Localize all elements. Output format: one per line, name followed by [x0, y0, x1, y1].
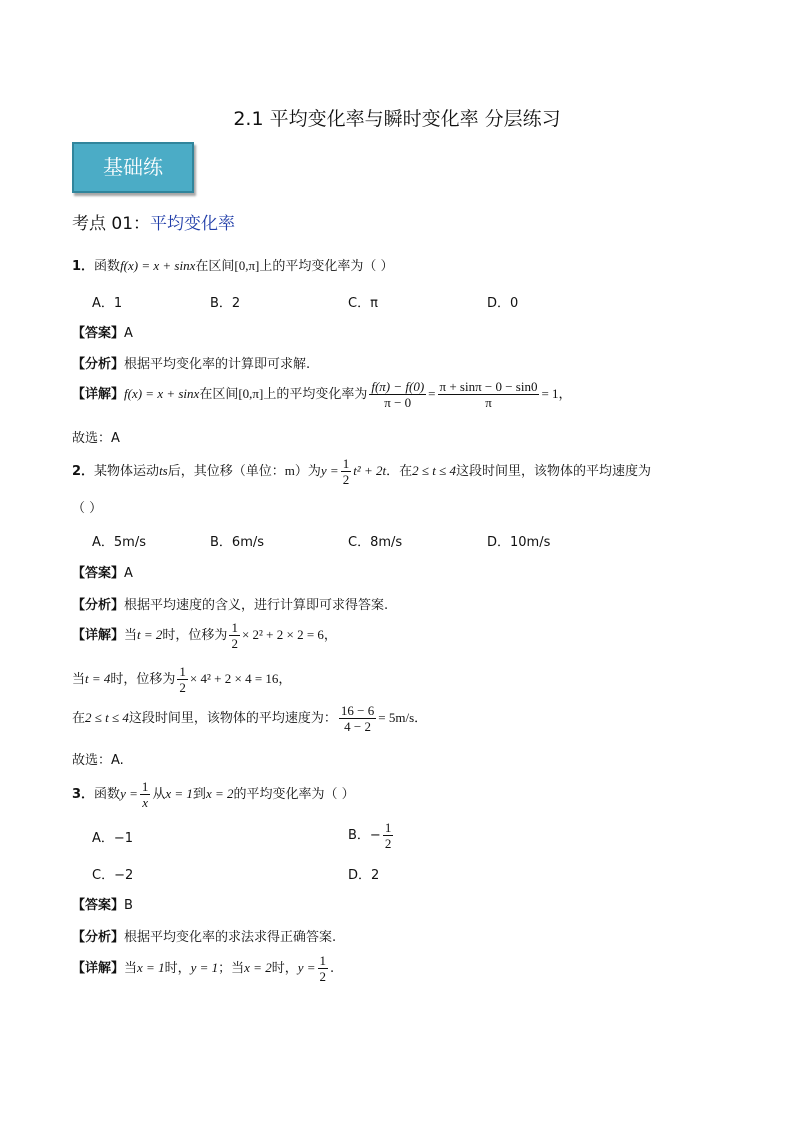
- answer-label: 【答案】: [72, 566, 125, 581]
- analysis-label: 【分析】: [72, 598, 125, 613]
- q2-stem-t: ts: [159, 463, 168, 478]
- detail-label: 【详解】: [72, 387, 125, 402]
- q1-option-c: C．π: [348, 296, 378, 311]
- q1-frac1-num: f(π) − f(0): [371, 379, 425, 394]
- q3-fraction: [140, 779, 151, 810]
- q1-fraction-2: [438, 379, 540, 410]
- q1-detail-mid: 在区间: [199, 387, 239, 402]
- q2-range: 2 ≤ t ≤ 4: [412, 463, 456, 478]
- answer-label: 【答案】: [72, 326, 125, 341]
- q2-option-b: B．6m/s: [210, 535, 265, 550]
- q2-d3-den: 4 − 2: [344, 719, 372, 734]
- q3-analysis: [72, 926, 336, 945]
- q2-d3-b: 这段时间里，该物体的平均速度为：: [128, 711, 337, 726]
- kaodian-heading: [72, 209, 235, 234]
- q2-answer-value: A: [124, 566, 133, 581]
- q3-frac-num: 1: [141, 779, 149, 794]
- kaodian-name: 平均变化率: [150, 214, 236, 234]
- q3-d-y2: y =: [297, 960, 316, 975]
- q3-pre: 函数: [94, 787, 121, 802]
- q1-detail-post: 上的平均变化率为: [263, 387, 368, 402]
- q2-d3-num: 16 − 6: [340, 703, 375, 718]
- q3-d-y1: y = 1: [190, 960, 219, 975]
- kaodian-prefix: 考点 01：: [72, 214, 151, 234]
- q2-number: 2．: [72, 464, 95, 479]
- half-den: 2: [319, 969, 327, 984]
- q1-answer-value: A: [124, 326, 133, 341]
- q2-d3-range: 2 ≤ t ≤ 4: [85, 710, 129, 725]
- q1-frac2-num: π + sinπ − 0 − sin0: [439, 379, 538, 394]
- q3-option-a: A．−1: [92, 831, 134, 846]
- q1-result: = 1，: [541, 386, 572, 401]
- half-num: 1: [231, 620, 238, 635]
- q2-d2-a: 当: [72, 672, 86, 687]
- half-den: 2: [384, 836, 392, 851]
- q1-analysis: [72, 353, 310, 372]
- q1-mid: 在区间: [195, 259, 235, 274]
- q2-d1-t: t = 2: [137, 627, 163, 642]
- q3-post: 的平均变化率为（ ）: [233, 787, 355, 802]
- q2-stem-b: 后，其位移（单位：: [167, 464, 285, 479]
- half-den: 2: [342, 472, 350, 487]
- half-den: 2: [179, 680, 186, 695]
- q2-stem-c: ）为: [294, 464, 321, 479]
- q2-expr: t² + 2t: [353, 463, 387, 478]
- q1-choose: [72, 427, 120, 446]
- q1-function: f(x) = x + sinx: [120, 258, 196, 273]
- q2-detail-2: [72, 664, 291, 695]
- q1-pre: 函数: [94, 259, 121, 274]
- choose-label: 故选：: [72, 753, 112, 768]
- q3-analysis-text: 根据平均变化率的求法求得正确答案.: [124, 930, 337, 945]
- q2-stem: [72, 456, 651, 487]
- q3-x1: x = 1: [165, 786, 193, 801]
- half-num: 1: [384, 820, 392, 835]
- q1-post: 上的平均变化率为（ ）: [259, 259, 394, 274]
- half-num: 1: [342, 456, 350, 471]
- q1-detail-function: f(x) = x + sinx: [124, 386, 200, 401]
- q1-frac2-den: π: [485, 395, 492, 410]
- detail-label: 【详解】: [72, 628, 125, 643]
- q1-option-b: B．2: [210, 296, 241, 311]
- q2-d2-half: [177, 664, 188, 695]
- q2-d1-b: 时，位移为: [162, 628, 228, 643]
- half-num: 1: [319, 953, 327, 968]
- q3-d-end: .: [330, 961, 335, 976]
- q2-d1-expr: × 2² + 2 × 2 = 6，: [241, 627, 337, 642]
- analysis-label: 【分析】: [72, 357, 125, 372]
- q1-number: 1．: [72, 259, 95, 274]
- q1-option-d: D．0: [487, 296, 519, 311]
- detail-label: 【详解】: [72, 961, 125, 976]
- q3-d-x1: x = 1: [137, 960, 165, 975]
- q3-y: y =: [120, 786, 138, 801]
- q3-d-b: 时，: [164, 961, 191, 976]
- q3-d-x2: x = 2: [244, 960, 272, 975]
- q2-d1-half: [229, 620, 240, 651]
- analysis-label: 【分析】: [72, 930, 125, 945]
- q2-choose: [72, 749, 124, 768]
- q3-option-d: D．2: [348, 868, 380, 883]
- q1-frac1-den: π − 0: [384, 395, 412, 410]
- choose-label: 故选：: [72, 431, 112, 446]
- q2-d3-fraction: [339, 703, 376, 734]
- q3-detail: [72, 953, 334, 984]
- q3-d-a: 当: [124, 961, 138, 976]
- q2-detail-1: [72, 620, 337, 651]
- q1-answer: [72, 322, 133, 341]
- half-num: 1: [179, 664, 186, 679]
- q3-d-d: 时，: [271, 961, 298, 976]
- q2-d2-expr: × 4² + 2 × 4 = 16，: [189, 671, 292, 686]
- q1-detail-interval: [0,π]: [238, 386, 264, 401]
- q2-choose-value: A.: [111, 753, 124, 768]
- q3-answer-value: B: [124, 898, 133, 913]
- q2-option-a: A．5m/s: [92, 535, 146, 550]
- q2-paren: （ ）: [72, 501, 103, 516]
- q3-d-c: ；当: [218, 961, 245, 976]
- q3-stem: [72, 779, 355, 810]
- q2-unit: m: [284, 463, 295, 478]
- q2-d3-result: = 5m/s．: [378, 710, 428, 725]
- q3-option-c: C．−2: [92, 868, 134, 883]
- q1-interval: [0,π]: [234, 258, 260, 273]
- q3-mid: 从: [152, 787, 166, 802]
- half-den: 2: [231, 636, 238, 651]
- q2-option-c: C．8m/s: [348, 535, 403, 550]
- q3-frac-den: x: [142, 795, 148, 810]
- section-badge: 基础练: [72, 142, 194, 193]
- q1-fraction-1: [369, 379, 426, 410]
- q3-number: 3．: [72, 787, 95, 802]
- q3-option-b-label: B．−: [348, 828, 381, 843]
- q3-x2: x = 2: [205, 786, 234, 801]
- q2-analysis: [72, 594, 388, 613]
- q2-answer: [72, 562, 133, 581]
- q1-stem: [72, 255, 394, 274]
- q3-option-b: [348, 820, 395, 851]
- q1-option-a: A．1: [92, 296, 123, 311]
- q1-analysis-text: 根据平均变化率的计算即可求解.: [124, 357, 311, 372]
- q3-to: 到: [192, 787, 206, 802]
- q2-stem-a: 某物体运动: [94, 464, 160, 479]
- q2-d2-t: t = 4: [85, 671, 111, 686]
- q2-stem-e: ．在: [386, 464, 413, 479]
- q3-d-half: [318, 953, 329, 984]
- q2-y: y =: [320, 463, 339, 478]
- q1-choose-value: A: [111, 431, 120, 446]
- q2-d2-b: 时，位移为: [110, 672, 176, 687]
- q2-d1-a: 当: [124, 628, 138, 643]
- page-title: 2.1 平均变化率与瞬时变化率 分层练习: [233, 108, 561, 130]
- q2-analysis-text: 根据平均速度的含义，进行计算即可求得答案.: [124, 598, 389, 613]
- q3-option-b-half: [383, 820, 394, 851]
- q2-stem-f: 这段时间里，该物体的平均速度为: [456, 464, 652, 479]
- q1-detail: 【详解】f(x) = x + sinx在区间[0,π]上的平均变化率为 $\frac{f(\pi) - f(0)}{\pi - 0}$ = $\frac{\pi + \sin\pi - 0 - \sin 0}{\pi}$ = 1，: [72, 379, 572, 410]
- q2-detail-3: [72, 703, 427, 734]
- q2-option-d: D．10m/s: [487, 535, 551, 550]
- q3-answer: [72, 894, 133, 913]
- answer-label: 【答案】: [72, 898, 125, 913]
- q2-half: [341, 456, 352, 487]
- q2-d3-a: 在: [72, 711, 86, 726]
